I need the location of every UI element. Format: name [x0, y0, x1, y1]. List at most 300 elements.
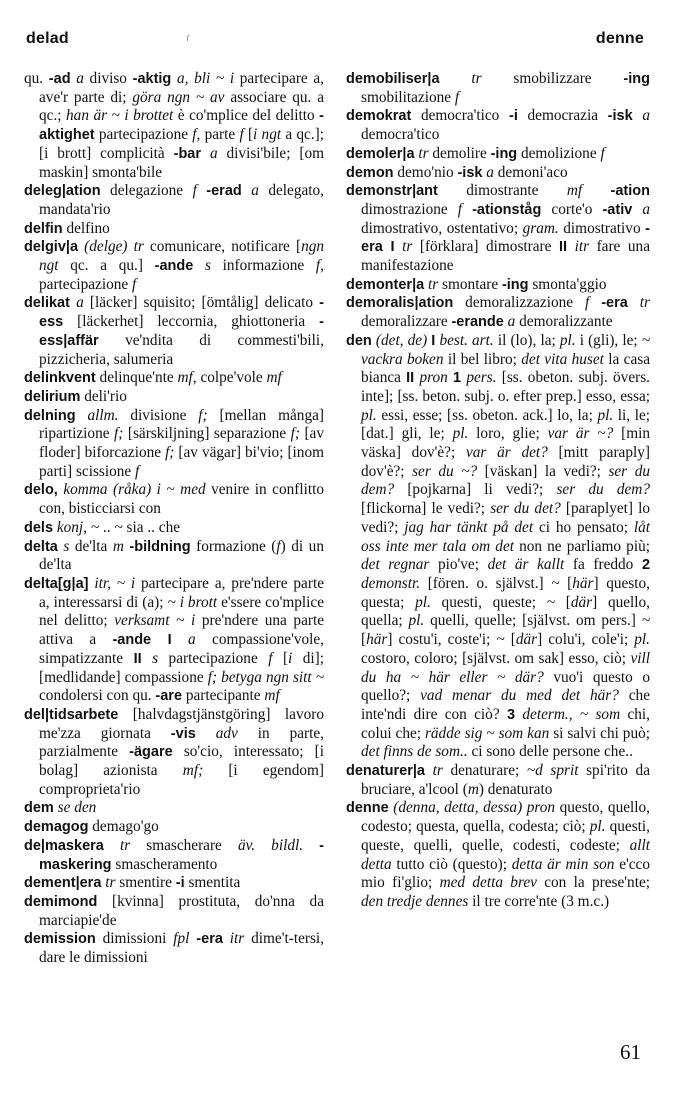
grammar-or-example: rädde sig ~ som kan: [424, 724, 550, 742]
entry-text: dimostrativo, ostentativo;: [361, 219, 523, 237]
entry-text: [fören. o. självst.]: [420, 574, 552, 592]
grammar-or-example: konj, ~: [56, 518, 100, 536]
entry-text: fa freddo: [564, 556, 642, 574]
entry-text: [582, 182, 610, 199]
headword-or-derivative: deleg|ation: [24, 183, 101, 200]
grammar-or-example: a: [251, 182, 259, 200]
headword-or-derivative: demonter|a: [346, 276, 425, 293]
headword-or-derivative: -ad: [48, 71, 71, 87]
entry-text: a qc.]; [i brott] complicità: [39, 126, 325, 162]
entry-text: che inte'ndi dire con ciò?: [361, 687, 650, 723]
entry-text: ) denaturato: [478, 780, 553, 798]
grammar-or-example: a: [76, 294, 84, 312]
entry-text: [303, 837, 319, 854]
entry-text: [104, 837, 120, 854]
headword-or-derivative: delikat: [24, 295, 70, 312]
entry-text: diviso: [83, 70, 133, 87]
dictionary-entry: [24, 538, 324, 575]
entry-text: venire in conflitto con, bisticciarsi con: [39, 481, 325, 518]
headword-or-derivative: -ing: [501, 276, 529, 293]
entry-text: [242, 182, 251, 199]
dictionary-entry: [24, 818, 324, 837]
entry-text: [: [555, 593, 571, 611]
grammar-or-example: mf: [266, 369, 282, 387]
entry-text: [kvinna] prostituta, do'nna da marciapie'de: [39, 892, 324, 929]
grammar-or-example: a: [486, 163, 494, 181]
headword-or-derivative: delirium: [24, 388, 81, 405]
grammar-or-example: jag har tänkt på det: [404, 518, 534, 536]
entry-text: questo, quello, codesto; questa, quella, codesta; ciò;: [361, 799, 650, 836]
entry-text: delfino: [62, 219, 110, 237]
grammar-or-example: f: [192, 182, 197, 200]
headword-or-derivative: dement|era: [24, 875, 102, 892]
grammar-or-example: itr: [229, 930, 245, 948]
entry-text: demolizione: [517, 144, 601, 162]
entry-text: spi'rito da bruciare, a'lcool (: [361, 762, 650, 798]
grammar-or-example: allm.: [87, 406, 119, 424]
entry-text: divisi'bile; [om maskin] smonta'bile: [39, 144, 325, 181]
entry-text: [632, 201, 642, 218]
dictionary-entry: [346, 164, 650, 183]
grammar-or-example: ~: [551, 574, 560, 592]
entry-text: [: [361, 631, 367, 649]
grammar-or-example: gram.: [522, 219, 559, 237]
entry-text: [läckerhet] leccornia, ghiottoneria: [63, 313, 320, 331]
entry-text: ] colu'i, cole'i;: [537, 631, 635, 649]
entry-text: demolire: [428, 144, 491, 162]
entry-text: dimissioni: [95, 930, 174, 948]
grammar-or-example: i ngt: [253, 126, 282, 144]
entry-text: partecipare a, pre'ndere parte a, interessarsi di (a);: [39, 574, 324, 611]
grammar-or-example: f;: [114, 425, 124, 443]
grammar-or-example: med detta brev: [439, 874, 537, 892]
headword-or-derivative: delgiv|a: [24, 239, 79, 256]
grammar-or-example: a: [209, 144, 218, 162]
entry-text: corte'o: [541, 200, 603, 218]
entry-text: la casa bianca: [361, 350, 650, 387]
grammar-or-example: ~ i brott: [167, 593, 218, 611]
grammar-or-example: pl.: [452, 425, 469, 443]
grammar-or-example: tr: [639, 294, 650, 312]
entry-text: smobilizzare: [481, 70, 624, 87]
headword-or-derivative: II: [406, 370, 415, 387]
headword-or-derivative: demoralis|ation: [346, 295, 454, 312]
entry-text: e'ssere co'mplice nel delitto;: [39, 593, 324, 630]
headword-or-derivative: -ationståg: [472, 201, 542, 218]
headword-or-derivative: del|tidsarbete: [24, 706, 119, 723]
entry-text: smobilitazione: [361, 88, 455, 106]
grammar-or-example: demonstr.: [361, 574, 421, 592]
dictionary-entry: [24, 220, 324, 239]
headword-or-derivative: -aktig: [132, 71, 172, 87]
entry-text: [ss. obeton. subj. övers. inte]; [ss. beton. subj. o. efter prep.] esso, essa;: [361, 369, 650, 405]
entry-text: [628, 294, 640, 311]
headword-or-derivative: demon: [346, 164, 394, 181]
headword-or-derivative: -are: [155, 688, 183, 705]
entry-text: dimostrativo: [558, 219, 646, 237]
entry-text: deli'rio: [80, 387, 127, 405]
entry-text: smentire: [115, 874, 176, 892]
grammar-or-example: komma (råka) i ~ med: [63, 481, 206, 499]
dictionary-entry: [346, 762, 650, 799]
grammar-or-example: mf: [264, 687, 280, 705]
grammar-or-example: verksamt ~ i: [114, 612, 196, 630]
headword-or-derivative: -era: [601, 295, 628, 312]
entry-text: [197, 182, 206, 199]
grammar-or-example: i: [288, 649, 293, 667]
headword-or-derivative: delfin: [24, 220, 63, 237]
grammar-or-example: (delge) tr: [84, 238, 144, 256]
grammar-or-example: ~: [546, 593, 556, 611]
headword-or-derivative: -i: [508, 108, 518, 125]
headword-or-derivative: demimond: [24, 893, 98, 910]
grammar-or-example: f: [600, 144, 605, 162]
grammar-or-example: f: [135, 462, 140, 480]
entry-text: con la prese'nte;: [536, 874, 650, 892]
entry-text: [: [272, 649, 289, 667]
dictionary-entry: [24, 182, 324, 219]
headword-or-derivative: II: [558, 239, 568, 256]
grammar-or-example: a: [76, 70, 84, 87]
entry-text: [201, 145, 210, 162]
entry-text: [förklara] dimostrare: [412, 238, 559, 256]
grammar-or-example: äv. bildl.: [237, 836, 304, 854]
headword-or-derivative: -erad: [206, 183, 242, 200]
entry-text: [395, 238, 403, 255]
headword-or-derivative: delta: [24, 538, 58, 555]
entry-text: partecipazione: [158, 649, 269, 667]
dictionary-entry: [24, 837, 324, 874]
entry-text: delegato, mandata'rio: [39, 182, 324, 218]
entry-text: compassione'vole, simpatizzante: [39, 631, 324, 667]
entry-text: [172, 631, 188, 648]
entry-text: ci sono delle persone che..: [467, 743, 633, 761]
grammar-or-example: tr: [418, 144, 429, 162]
entry-text: dime't-tersi, dare le dimissioni: [39, 930, 324, 967]
grammar-or-example: pl.: [415, 593, 431, 611]
dictionary-entry: [24, 930, 324, 967]
grammar-or-example: det regnar: [361, 556, 430, 574]
entry-text: [223, 930, 230, 947]
entry-text: [567, 238, 575, 255]
grammar-or-example: var är ~?: [547, 425, 614, 443]
entry-text: [särskiljning] separazione: [123, 425, 291, 443]
dictionary-entry: [24, 238, 324, 294]
headword-or-derivative: demokrat: [346, 108, 412, 125]
grammar-or-example: ser du dem?: [556, 481, 650, 499]
entry-text: ] questo, questa;: [361, 574, 650, 611]
grammar-or-example: detta är min son: [511, 855, 615, 873]
grammar-or-example: f: [132, 275, 137, 293]
entry-text: ve'ndita di commesti'bili, pizzicheria, salumeria: [39, 331, 324, 368]
grammar-or-example: a: [188, 631, 196, 649]
headword-or-derivative: -era: [196, 931, 223, 948]
entry-text: dimostrazione: [361, 200, 458, 218]
grammar-or-example: mf;: [182, 762, 204, 780]
grammar-or-example: best. art.: [439, 331, 494, 349]
grammar-or-example: f: [239, 126, 244, 144]
entry-text: democra'tico: [361, 126, 440, 144]
grammar-or-example: a: [642, 200, 651, 218]
entry-text: chi, colui che;: [361, 705, 650, 742]
dictionary-entry: [24, 519, 324, 538]
grammar-or-example: s: [205, 257, 211, 275]
grammar-or-example: f: [315, 257, 321, 275]
headword-or-derivative: -isk: [457, 164, 483, 181]
headword-or-derivative: 3: [506, 706, 516, 723]
grammar-or-example: s: [152, 649, 159, 667]
headword-or-derivative: demonstr|ant: [346, 183, 438, 200]
grammar-or-example: pl.: [597, 406, 614, 424]
entry-text: , colpe'vole: [192, 369, 267, 387]
grammar-or-example: det vita huset: [521, 350, 604, 368]
entry-text: di]; [medlidande] compassione: [39, 649, 325, 686]
entry-text: [: [243, 126, 254, 144]
headword-or-derivative: -erande: [451, 314, 504, 331]
entry-text: ..: [99, 518, 115, 536]
entry-text: demo'nio: [393, 163, 458, 181]
entry-text: partecipazione: [94, 126, 193, 144]
entry-text: [193, 257, 205, 274]
entry-text: smonta'ggio: [528, 275, 607, 293]
grammar-or-example: f: [457, 200, 462, 218]
entry-text: costoro, coloro; [självst. om sak] esso, ciò;: [361, 649, 631, 667]
entry-text: [633, 107, 643, 124]
grammar-or-example: den tredje dennes: [361, 892, 469, 910]
entry-text: delegazione: [100, 182, 193, 200]
grammar-or-example: det är kallt: [487, 556, 565, 574]
entry-text: informazione: [210, 257, 316, 275]
entry-text: so'cio, interessato; [i bolag] azionista: [39, 743, 324, 780]
grammar-or-example: m: [467, 780, 479, 798]
entry-text: pio've;: [429, 556, 488, 574]
grammar-or-example: ~d sprit: [526, 762, 579, 780]
entry-text: [440, 70, 472, 87]
grammar-or-example: tr: [432, 762, 443, 780]
grammar-or-example: vill du ha ~ här eller ~ där?: [361, 649, 650, 686]
headword-or-derivative: -ägare: [129, 744, 173, 761]
entry-text: , partecipazione: [39, 257, 324, 293]
entry-text: pre'ndere una parte attiva a: [39, 612, 324, 649]
grammar-or-example: f: [454, 88, 460, 106]
grammar-or-example: mf: [566, 182, 583, 200]
grammar-or-example: a, bli ~ i: [176, 70, 235, 87]
entry-text: delinque'nte: [95, 369, 178, 387]
grammar-or-example: f;: [290, 425, 300, 443]
headword-or-derivative: denne: [346, 800, 389, 817]
entry-text: dimostrante: [437, 182, 567, 200]
running-head-last-word: denne: [595, 30, 644, 47]
dictionary-entry: [24, 893, 324, 930]
entry-text: [väskan] la vedi?;: [477, 462, 609, 480]
headword-or-derivative: -i: [175, 875, 185, 892]
headword-or-derivative: de|maskera: [24, 837, 104, 854]
grammar-or-example: s: [63, 537, 70, 555]
grammar-or-example: (denna, detta, dessa) pron: [393, 799, 556, 817]
grammar-or-example: f;: [198, 406, 208, 424]
grammar-or-example: pl.: [559, 331, 576, 349]
entry-text: e'cco mio fi'glio;: [361, 855, 650, 892]
grammar-or-example: ~ vackra boken: [361, 331, 651, 368]
dictionary-entry: [346, 276, 650, 295]
entry-text: [mellan många] ripartizione: [39, 406, 324, 443]
headword-or-derivative: delning: [24, 407, 76, 424]
dictionary-entry: [346, 799, 650, 911]
entry-text: smentita: [184, 874, 241, 892]
grammar-or-example: determ., ~ som: [522, 705, 621, 723]
entry-text: [425, 762, 433, 779]
grammar-or-example: adv: [215, 724, 238, 742]
dictionary-entry: [24, 407, 324, 482]
entry-text: vuo'i questo o quello?;: [361, 668, 650, 705]
grammar-or-example: f;: [165, 444, 175, 462]
headword-or-derivative: I: [431, 332, 436, 349]
entry-text: i (gli), le;: [575, 331, 642, 349]
headword-or-derivative: 2: [641, 557, 651, 574]
entry-text: partecipante: [182, 687, 265, 705]
entry-text: [flickorna] le vedi?;: [361, 500, 491, 518]
entry-text: il bel libro;: [443, 350, 522, 368]
entry-text: non ne parliamo più;: [514, 537, 650, 555]
entry-text: [142, 650, 152, 667]
headword-or-derivative: delta[g|a]: [24, 575, 89, 592]
dictionary-entry: [346, 182, 650, 276]
entry-text: ) di un de'lta: [39, 537, 324, 574]
grammar-or-example: pl.: [589, 818, 606, 836]
headword-or-derivative: demoler|a: [346, 145, 415, 162]
grammar-or-example: ser du dem?: [361, 462, 650, 499]
grammar-or-example: göra ngn ~ av: [132, 88, 225, 106]
entry-text: [av floder] biforcazione: [39, 425, 324, 462]
headword-or-derivative: 1: [453, 370, 462, 387]
grammar-or-example: här: [572, 574, 594, 592]
headword-or-derivative: -isk: [607, 108, 633, 125]
entry-text: ] costu'i, coste'i;: [387, 631, 497, 649]
dictionary-entry: [346, 332, 650, 762]
grammar-or-example: tr: [428, 275, 439, 293]
entry-text: qc. a qu.]: [58, 257, 155, 275]
headword-or-derivative: dels: [24, 519, 54, 536]
entry-text: partecipare a, ave'r parte di;: [39, 70, 324, 106]
entry-text: questi, queste, quelli, quelle, codesti, codeste;: [361, 818, 650, 854]
dictionary-entry: [346, 107, 650, 144]
entry-text: , parte: [196, 126, 240, 144]
grammar-or-example: pl.: [634, 631, 651, 649]
entry-text: democrazia: [517, 107, 608, 125]
dictionary-entry: [346, 145, 650, 164]
headword-or-derivative: -ing: [623, 71, 650, 87]
entry-text: de'lta: [69, 537, 113, 555]
entry-text: in parte, parzialmente: [39, 724, 324, 761]
headword-or-derivative: -aktighet: [39, 108, 324, 144]
entry-text: demago'go: [88, 818, 159, 836]
dictionary-entry: [346, 294, 650, 331]
entry-text: [mitt paraply] dov'è?;: [361, 444, 650, 480]
grammar-or-example: (det, de): [375, 331, 428, 349]
headword-or-derivative: den: [346, 332, 372, 349]
headword-or-derivative: dem: [24, 800, 54, 817]
entry-text: li, le; [dat.] gli, le;: [361, 406, 650, 443]
headword-or-derivative: -era I: [361, 220, 650, 256]
grammar-or-example: se den: [57, 799, 97, 817]
headword-or-derivative: -ande I: [112, 632, 172, 649]
dictionary-entry: [24, 70, 324, 182]
grammar-or-example: a: [507, 313, 516, 331]
entry-text: loro, glie;: [468, 425, 548, 443]
grammar-or-example: f: [585, 294, 590, 312]
entry-text: essi, esse; [ss. obeton. ack.] lo, la;: [376, 406, 598, 424]
entry-text: fare una manifestazione: [361, 238, 650, 275]
grammar-or-example: pl.: [408, 612, 425, 630]
grammar-or-example: f: [192, 126, 197, 144]
grammar-or-example: tr: [471, 70, 482, 87]
grammar-or-example: f: [268, 649, 273, 667]
dictionary-entry: [24, 481, 324, 518]
headword-or-derivative: -ande: [154, 258, 194, 275]
entry-text: il (lo), la;: [493, 331, 560, 349]
headword-or-derivative: -bar: [173, 145, 202, 162]
entry-text: denaturare;: [442, 762, 527, 780]
dictionary-entry: [24, 575, 324, 706]
dictionary-entry: [24, 799, 324, 818]
entry-text: smontare: [438, 275, 502, 293]
dictionary-entry: [24, 706, 324, 800]
grammar-or-example: f: [276, 537, 281, 555]
grammar-or-example: tr: [119, 836, 131, 854]
headword-or-derivative: -ativ: [602, 201, 633, 218]
grammar-or-example: tr: [402, 238, 413, 256]
entry-text: [paraplyet] lo vedi?;: [361, 500, 650, 536]
grammar-or-example: ngn ngt: [39, 238, 325, 275]
entry-text: demoralizzante: [515, 313, 613, 331]
entry-text: smascherare: [130, 836, 238, 854]
grammar-or-example: här: [366, 631, 388, 649]
entry-text: [min väska] dov'è?;: [361, 425, 650, 462]
headword-or-derivative: demobiliser|a: [346, 71, 440, 87]
entry-text: [76, 407, 88, 424]
dictionary-entry: [24, 388, 324, 407]
entry-text: tutto ciò (questo);: [391, 855, 512, 873]
entry-text: smascheramento: [111, 855, 218, 873]
grammar-or-example: allt detta: [361, 836, 650, 873]
entry-text: qu.: [24, 70, 49, 87]
entry-text: [196, 725, 216, 742]
entry-text: il tre corre'nte (3 m.c.): [468, 892, 610, 910]
entry-text: formazione (: [190, 537, 277, 555]
entry-text: ] quello, quella;: [361, 593, 651, 630]
entry-text: questi, queste;: [430, 593, 547, 611]
entry-text: [av vägar] bi'vio; [inom parti] scissione: [39, 444, 324, 480]
entry-text: [462, 201, 472, 218]
grammar-or-example: pron: [419, 369, 448, 387]
headword-or-derivative: -ess: [39, 295, 324, 331]
grammar-or-example: tr: [105, 874, 116, 892]
entry-text: demoralizzazione: [453, 294, 585, 312]
grammar-or-example: ~: [114, 518, 123, 536]
headword-or-derivative: denaturer|a: [346, 763, 425, 780]
entry-text: [halvdagstjänstgöring] lavoro me'zza giornata: [39, 705, 324, 742]
grammar-or-example: ser du det?: [490, 500, 561, 518]
entry-text: [pojkarna] li vedi?;: [394, 481, 557, 499]
headword-or-derivative: -vis: [170, 725, 196, 742]
headword-or-derivative: -ess|affär: [39, 314, 324, 349]
entry-text: [: [504, 631, 516, 649]
grammar-or-example: m: [112, 537, 124, 555]
entry-text: sia .. che: [122, 518, 181, 536]
headword-or-derivative: delo,: [24, 482, 58, 499]
grammar-or-example: pers.: [466, 369, 497, 387]
grammar-or-example: han är ~ i brottet: [66, 107, 174, 125]
